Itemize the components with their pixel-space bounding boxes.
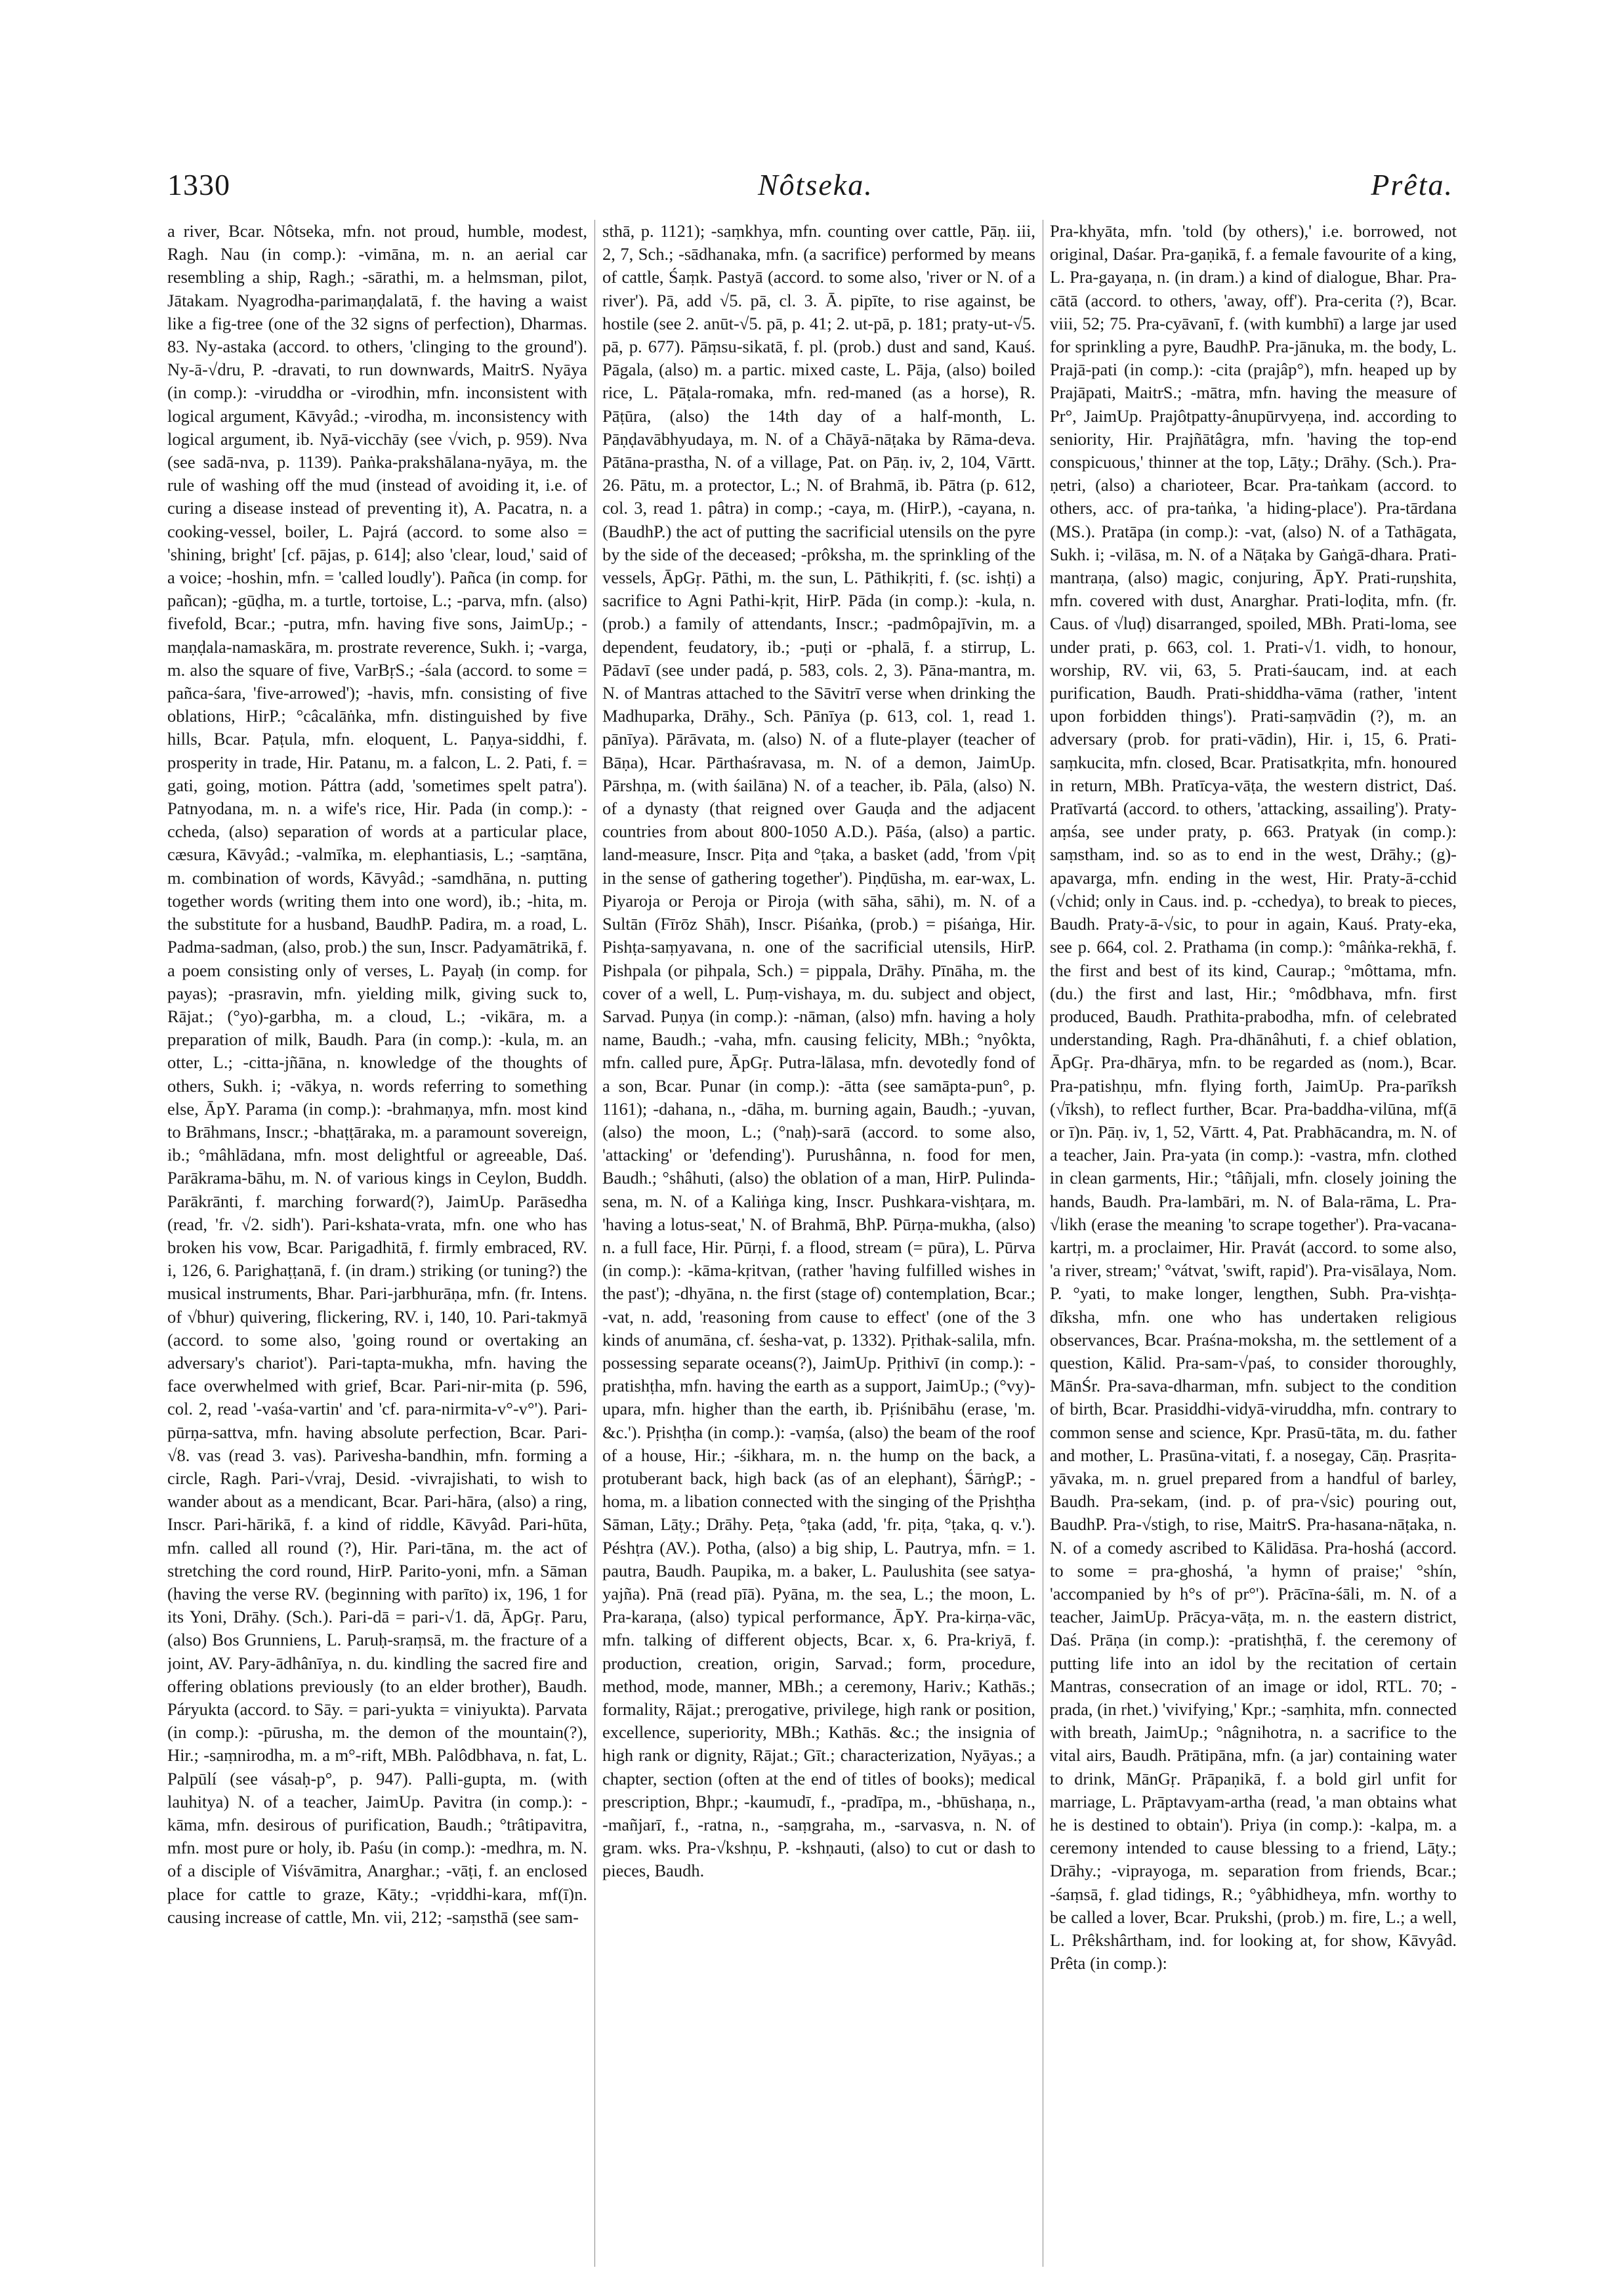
right-running-headword: Prêta. [1371, 168, 1453, 201]
page-header [167, 167, 1453, 213]
column-text: sthā, p. 1121); -saṃkhya, mfn. counting over cattle, Pāṇ. iii, 2, 7, Sch.; -sādhanaka, mfn. (a sacrifice) performed by means of cattle, Śaṃk. Pastyā (accord. to some also, 'river or N. of a river'). Pā, add √5. pā, cl. 3. Ā. pipīte, to rise against, be hostile (see 2. anūt-√5. pā, p. 41; 2. ut-pā, p. 181; praty-ut-√5. pā, p. 677). Pāṃsu-sikatā, f. pl. (prob.) dust and sand, Kauś. Pāgala, (also) m. a partic. mixed caste, L. Pāja, (also) boiled rice, L. Pāṭala-romaka, mfn. red-maned (as a horse), R. Pāṭūra, (also) the 14th day of a half-month, L. Pāṇḍavābhyudaya, m. N. of a Chāyā-nāṭaka by Rāma-deva. Pātāna-prastha, N. of a village, Pat. on Pāṇ. iv, 2, 104, Vārtt. 26. Pātu, m. a protector, L.; N. of Brahmā, ib. Pātra (p. 612, col. 3, read 1. pâtra) in comp.; -caya, m. (HirP.), -cayana, n. (BaudhP.) the act of putting the sacrificial utensils on the pyre by the side of the deceased; -prôksha, m. the sprinkling of the vessels, ĀpGṛ. Pāthi, m. the sun, L. Pāthikṛiti, f. (sc. ishṭi) a sacrifice to Agni Pathi-kṛit, HirP. Pāda (in comp.): -kula, n. (prob.) a family of attendants, Inscr.; -padmôpajīvin, m. a dependent, feudatory, ib.; -puṭi or -phalā, f. a stirrup, L. Pādavī (see under padá, p. 583, cols. 2, 3). Pāna-mantra, m. N. of Mantras attached to the Sāvitrī verse when drinking the Madhuparka, Drāhy., Sch. Pānīya (p. 613, col. 1, read 1. pānīya). Pārāvata, m. (also) N. of a flute-player (teacher of Bāṇa), Hcar. Pārthaśravasa, m. N. of a demon, JaimUp. Pārshṇa, m. (with śailāna) N. of a teacher, ib. Pāla, (also) N. of a dynasty (that reigned over Gauḍa and the adjacent countries from about 800-1050 A.D.). Pāśa, (also) a partic. land-measure, Inscr. Piṭa and °ṭaka, a basket (add, 'from √piṭ in the sense of gathering together'). Piṇḍūsha, m. ear-wax, L. Piyaroja or Peroja or Piroja (with sāha, sāhi), m. N. of a Sultān (Fīrōz Shāh), Inscr. Piśaṅka, (prob.) = piśaṅga, Hir. Pishṭa-saṃyavana, n. one of the sacrificial utensils, HirP. Pishpala (or pihpala, Sch.) = pippala, Drāhy. Pīnāha, m. the cover of a well, L. Puṃ-vishaya, m. du. subject and object, Sarvad. Puṇya (in comp.): -nāman, (also) mfn. having a holy name, Baudh.; -vaha, mfn. causing felicity, MBh.; °nyôkta, mfn. called pure, ĀpGṛ. Putra-lālasa, mfn. devotedly fond of a son, Bcar. Punar (in comp.): -ātta (see samāpta-pun°, p. 1161); -dahana, n., -dāha, m. burning again, Baudh.; -yuvan, (also) the moon, L.; (°naḥ)-sarā (accord. to some also, 'attacking' or 'defending'). Purushânna, n. food for men, Baudh.; °shâhuti, (also) the oblation of a man, HirP. Pulinda-sena, m. N. of a Kaliṅga king, Inscr. Pushkara-vishṭara, m. 'having a lotus-seat,' N. of Brahmā, BhP. Pūrṇa-mukha, (also) n. a full face, Hir. Pūrṇi, f. a flood, stream (= pūra), L. Pūrva (in comp.): -kāma-kṛitvan, (rather 'having fulfilled wishes in the past'); -dhyāna, n. the first (stage of) contemplation, Bcar.; -vat, n. add, 'reasoning from cause to effect' (one of the 3 kinds of anumāna, cf. śesha-vat, p. 1332). Pṛithak-salila, mfn. possessing separate oceans(?), JaimUp. Pṛithivī (in comp.): -pratishṭha, mfn. having the earth as a support, JaimUp.; (°vy)-upara, mfn. higher than the earth, ib. Pṛiśnibāhu (erase, 'm. &c.'). Pṛishṭha (in comp.): -vaṃśa, (also) the beam of the roof of a house, Hir.; -śikhara, m. n. the hump on the back, a protuberant back, high back (as of an elephant), ŚārṅgP.; -homa, m. a libation connected with the singing of the Pṛishṭha Sāman, Lāṭy.; Drāhy. Peṭa, °ṭaka (add, 'fr. piṭa, °ṭaka, q. v.'). Péshṭra (AV.). Potha, (also) a big ship, L. Pautrya, mfn. = 1. pautra, Baudh. Paupika, m. a baker, L. Paulushita (see satya-yajña). Pnā (read pīā). Pyāna, m. the sea, L.; the moon, L. Pra-karaṇa, (also) typical performance, ĀpY. Pra-kirṇa-vāc, mfn. talking of different objects, Bcar. x, 6. Pra-kriyā, f. production, creation, origin, Sarvad.; form, procedure, method, mode, manner, MBh.; a ceremony, Hariv.; Kathās.; formality, Rājat.; prerogative, privilege, high rank or position, excellence, superiority, MBh.; Kathās. &c.; the insignia of high rank or dignity, Rājat.; Gīt.; characterization, Nyāyas.; a chapter, section (often at the end of titles of books); medical prescription, Bhpr.; -kaumudī, f., -pradīpa, m., -bhūshaṇa, n., -mañjarī, f., -ratna, n., -saṃgraha, m., -sarvasva, n. N. of gram. wks. Pra-√kshṇu, P. -kshṇauti, (also) to cut or dash to pieces, Baudh. [602, 221, 1035, 1881]
column-text: a river, Bcar. Nôtseka, mfn. not proud, humble, modest, Ragh. Nau (in comp.): -vimāna, m. n. an aerial car resembling a ship, Ragh.; -sārathi, m. a helmsman, pilot, Jātakam. Nyagrodha-parimaṇḍalatā, f. the having a waist like a fig-tree (one of the 32 signs of perfection), Dharmas. 83. Ny-astaka (accord. to others, 'clinging to the ground'). Ny-ā-√dru, P. -dravati, to run downwards, MaitrS. Nyāya (in comp.): -viruddha or -virodhin, mfn. inconsistent with logical argument, Kāvyâd.; -virodha, m. inconsistency with logical argument, ib. Nyā-vicchāy (see √vich, p. 959). Nva (see sadā-nva, p. 1139). Paṅka-prakshālana-nyāya, m. the rule of washing off the mud (instead of avoiding it, i.e. of curing a disease instead of preventing it), A. Pacatra, n. a cooking-vessel, boiler, L. Pajrá (accord. to some also = 'shining, bright' [cf. pājas, p. 614]; also 'clear, loud,' said of a voice; -hoshin, mfn. = 'called loudly'). Pañca (in comp. for pañcan); -gūḍha, m. a turtle, tortoise, L.; -parva, mfn. (also) fivefold, Bcar.; -putra, mfn. having five sons, JaimUp.; -maṇḍala-namaskāra, m. prostrate reverence, Sukh. i; -varga, m. also the square of five, VarBṛS.; -śala (accord. to some = pañca-śara, 'five-arrowed'); -havis, mfn. consisting of five oblations, HirP.; °câcalāṅka, mfn. distinguished by five hills, Bcar. Paṭula, mfn. eloquent, L. Paṇya-siddhi, f. prosperity in trade, Hir. Patanu, m. a falcon, L. 2. Pati, f. = gati, going, motion. Páttra (add, 'sometimes spelt patra'). Patnyodana, m. n. a wife's rice, Hir. Pada (in comp.): -ccheda, (also) separation of words at a particular place, cæsura, Kāvyâd.; -valmīka, m. elephantiasis, L.; -saṃtāna, m. combination of words, Kāvyâd.; -samdhāna, n. putting together words (writing them into one word), ib.; -hita, m. the substitute for a husband, BaudhP. Padira, m. a road, L. Padma-sadman, (also, prob.) the sun, Inscr. Padyamātrikā, f. a poem consisting only of verses, L. Payaḥ (in comp. for payas); -prasravin, mfn. yielding milk, giving suck to, Rājat.; (°yo)-garbha, m. a cloud, L.; -vikāra, m. a preparation of milk, Baudh. Para (in comp.): -kula, m. an otter, L.; -citta-jñāna, n. knowledge of the thoughts of others, Sukh. i; -vākya, n. words referring to something else, ĀpY. Parama (in comp.): -brahmaṇya, mfn. most kind to Brāhmans, Inscr.; -bhaṭṭāraka, m. a paramount sovereign, ib.; °mâhlādana, mfn. most delightful or agreeable, Daś. Parākrama-bāhu, m. N. of various kings in Ceylon, Buddh. Parākrānti, f. marching forward(?), JaimUp. Parāsedha (read, 'fr. √2. sidh'). Pari-kshata-vrata, mfn. one who has broken his vow, Bcar. Parigadhitā, f. firmly embraced, RV. i, 126, 6. Parighaṭṭanā, f. (in dram.) striking (or tuning?) the musical instruments, Bhar. Pari-jarbhurāṇa, mfn. (fr. Intens. of √bhur) quivering, flickering, RV. i, 140, 10. Pari-takmyā (accord. to some also, 'going round or overtaking an adversary's chariot'). Pari-tapta-mukha, mfn. having the face overwhelmed with grief, Bcar. Pari-nir-mita (p. 596, col. 2, read '-vaśa-vartin' and 'cf. para-nirmita-v°-v°'). Pari-pūrṇa-sattva, mfn. having absolute perfection, Bcar. Pari-√8. vas (read 3. vas). Parivesha-bandhin, mfn. forming a circle, Ragh. Pari-√vraj, Desid. -vivrajishati, to wish to wander about as a mendicant, Bcar. Pari-hāra, (also) a ring, Inscr. Pari-hārikā, f. a kind of riddle, Kāvyâd. Pari-hūta, mfn. called all round (?), Hir. Pari-tāna, m. the act of stretching the cord round, HirP. Parito-yoni, mfn. a Sāman (having the verse RV. (beginning with parīto) ix, 196, 1 for its Yoni, Drāhy. (Sch.). Pari-dā = pari-√1. dā, ĀpGṛ. Paru, (also) Bos Grunniens, L. Paruḥ-sraṃsā, m. the fracture of a joint, AV. Pary-ādhânīya, n. du. kindling the sacred fire and offering oblations previously (to an elder brother), Baudh. Páryukta (accord. to Sāy. = pari-yukta = viniyukta). Parvata (in comp.): -pūrusha, m. the demon of the mountain(?), Hir.; -saṃnirodha, m. a m°-rift, MBh. Palôdbhava, n. fat, L. Palpūlí (see vásaḥ-p°, p. 947). Palli-gupta, m. (with lauhitya) N. of a teacher, JaimUp. Pavitra (in comp.): -kāma, mfn. desirous of purification, Baudh.; °trâtipavitra, mfn. most pure or holy, ib. Paśu (in comp.): -medhra, m. N. of a disciple of Viśvāmitra, Anarghar.; -vāṭi, f. an enclosed place for cattle to graze, Kāty.; -vṛiddhi-kara, mf(ī)n. causing increase of cattle, Mn. vii, 212; -saṃsthā (see sam- [167, 221, 587, 1927]
text-column-right [1050, 220, 1457, 2273]
text-column-middle [602, 220, 1035, 2273]
left-running-headword: Nôtseka. [758, 168, 873, 201]
page-number: 1330 [167, 168, 230, 201]
column-text: Pra-khyāta, mfn. 'told (by others),' i.e. borrowed, not original, Daśar. Pra-gaṇikā, f. a female favourite of a king, L. Pra-gayaṇa, n. (in dram.) a kind of dialogue, Bhar. Pra-cātā (accord. to others, 'away, off'). Pra-cerita (?), Bcar. viii, 52; 75. Pra-cyāvanī, f. (with kumbhī) a large jar used for sprinkling a pyre, BaudhP. Pra-jānuka, m. the body, L. Prajā-pati (in comp.): -cita (prajâp°), mfn. heaped up by Prajāpati, MaitrS.; -mātra, mfn. having the measure of Pr°, JaimUp. Prajôtpatty-ânupūrvyeṇa, ind. according to seniority, Hir. Prajñātâgra, mfn. 'having the top-end conspicuous,' thinner at the top, Lāṭy.; Drāhy. (Sch.). Pra-ṇetri, (also) a charioteer, Bcar. Pra-taṅkam (accord. to others, acc. of pra-taṅka, 'a hiding-place'). Pra-tārdana (MS.). Pratāpa (in comp.): -vat, (also) N. of a Tathāgata, Sukh. i; -vilāsa, m. N. of a Nāṭaka by Gaṅgā-dhara. Prati-mantraṇa, (also) magic, conjuring, ĀpY. Prati-ruṇshita, mfn. covered with dust, Anarghar. Prati-loḍita, mfn. (fr. Caus. of √luḍ) disarranged, spoiled, MBh. Prati-loma, see under prati, p. 663, col. 1. Prati-√1. vidh, to honour, worship, RV. vii, 63, 5. Prati-śaucam, ind. at each purification, Baudh. Prati-shiddha-vāma (rather, 'intent upon forbidden things'). Prati-saṃvādin (?), m. an adversary (prob. for prati-vādin), Hir. i, 15, 6. Prati-saṃkucita, mfn. closed, Bcar. Pratisatkṛita, mfn. honoured in return, MBh. Pratīcya-vāṭa, the western district, Daś. Pratīvartá (accord. to others, 'attacking, assailing'). Praty-aṃśa, see under praty, p. 663. Pratyak (in comp.): saṃstham, ind. so as to end in the west, Drāhy.; (g)-apavarga, mfn. ending in the west, Hir. Praty-ā-cchid (√chid; only in Caus. ind. p. -cchedya), to break to pieces, Baudh. Praty-ā-√sic, to pour in again, Kauś. Praty-eka, see p. 664, col. 2. Prathama (in comp.): °mâṅka-rekhā, f. the first and best of its kind, Caurap.; °môttama, mfn. (du.) the first and last, Hir.; °môdbhava, mfn. first produced, Baudh. Prathita-prabodha, mfn. of celebrated understanding, Ragh. Pra-dhānâhuti, f. a chief oblation, ĀpGṛ. Pra-dhārya, mfn. to be regarded as (nom.), Bcar. Pra-patishṇu, mfn. flying forth, JaimUp. Pra-parīksh (√īksh), to reflect further, Bcar. Pra-baddha-vilūna, mf(ā or ī)n. Pāṇ. iv, 1, 52, Vārtt. 4, Pat. Prabhācandra, m. N. of a teacher, Jain. Pra-yata (in comp.): -vastra, mfn. clothed in clean garments, Hir.; °tâñjali, mfn. closely joining the hands, Baudh. Pra-lambāri, m. N. of Bala-rāma, L. Pra-√likh (erase the meaning 'to scrape together'). Pra-vacana-kartṛi, m. a proclaimer, Hir. Pravát (accord. to some also, 'a river, stream;' °vátvat, 'swift, rapid'). Pra-visālaya, Nom. P. °yati, to make longer, lengthen, Subh. Pra-vishṭa-dīksha, mfn. one who has undertaken religious observances, Bcar. Praśna-moksha, m. the settlement of a question, Kālid. Pra-sam-√paś, to consider thoroughly, MānŚr. Pra-sava-dharman, mfn. subject to the condition of birth, Bcar. Prasiddhi-vidyā-viruddha, mfn. contrary to common sense and science, Kpr. Prasū-tāta, m. du. father and mother, L. Prasūna-vitati, f. a nosegay, Cāṇ. Prasṛita-yāvaka, m. n. gruel prepared from a handful of barley, Baudh. Pra-sekam, (ind. p. of pra-√sic) pouring out, BaudhP. Pra-√stigh, to rise, MaitrS. Pra-hasana-nāṭaka, n. N. of a comedy ascribed to Kālidāsa. Pra-hoshá (accord. to some = pra-ghoshá, 'a hymn of praise;' °shín, 'accompanied by h°s of pr°'). Prācīna-śāli, m. N. of a teacher, JaimUp. Prācya-vāṭa, m. n. the eastern district, Daś. Prāṇa (in comp.): -pratishṭhā, f. the ceremony of putting life into an idol by the recitation of certain Mantras, consecration of an image or idol, RTL. 70; -prada, (in rhet.) 'vivifying,' Kpr.; -saṃhita, mfn. connected with breath, JaimUp.; °nâgnihotra, n. a sacrifice to the vital airs, Baudh. Prātipāna, mfn. (a jar) containing water to drink, MānGṛ. Prāpaṇikā, f. a bold girl unfit for marriage, L. Prāptavyam-artha (read, 'a man obtains what he is destined to obtain'). Priya (in comp.): -kalpa, m. a ceremony intended to cause blessing to a friend, Lāṭy.; Drāhy.; -viprayoga, m. separation from friends, Bcar.; -śaṃsā, f. glad tidings, R.; °yâbhidheya, mfn. worthy to be called a lover, Bcar. Prukshi, (prob.) m. fire, L.; a well, L. Prêkshârtham, ind. for looking at, for show, Kāvyâd. Prêta (in comp.): [1050, 221, 1457, 1974]
text-column-left [167, 220, 587, 2273]
column-divider [594, 220, 595, 2267]
